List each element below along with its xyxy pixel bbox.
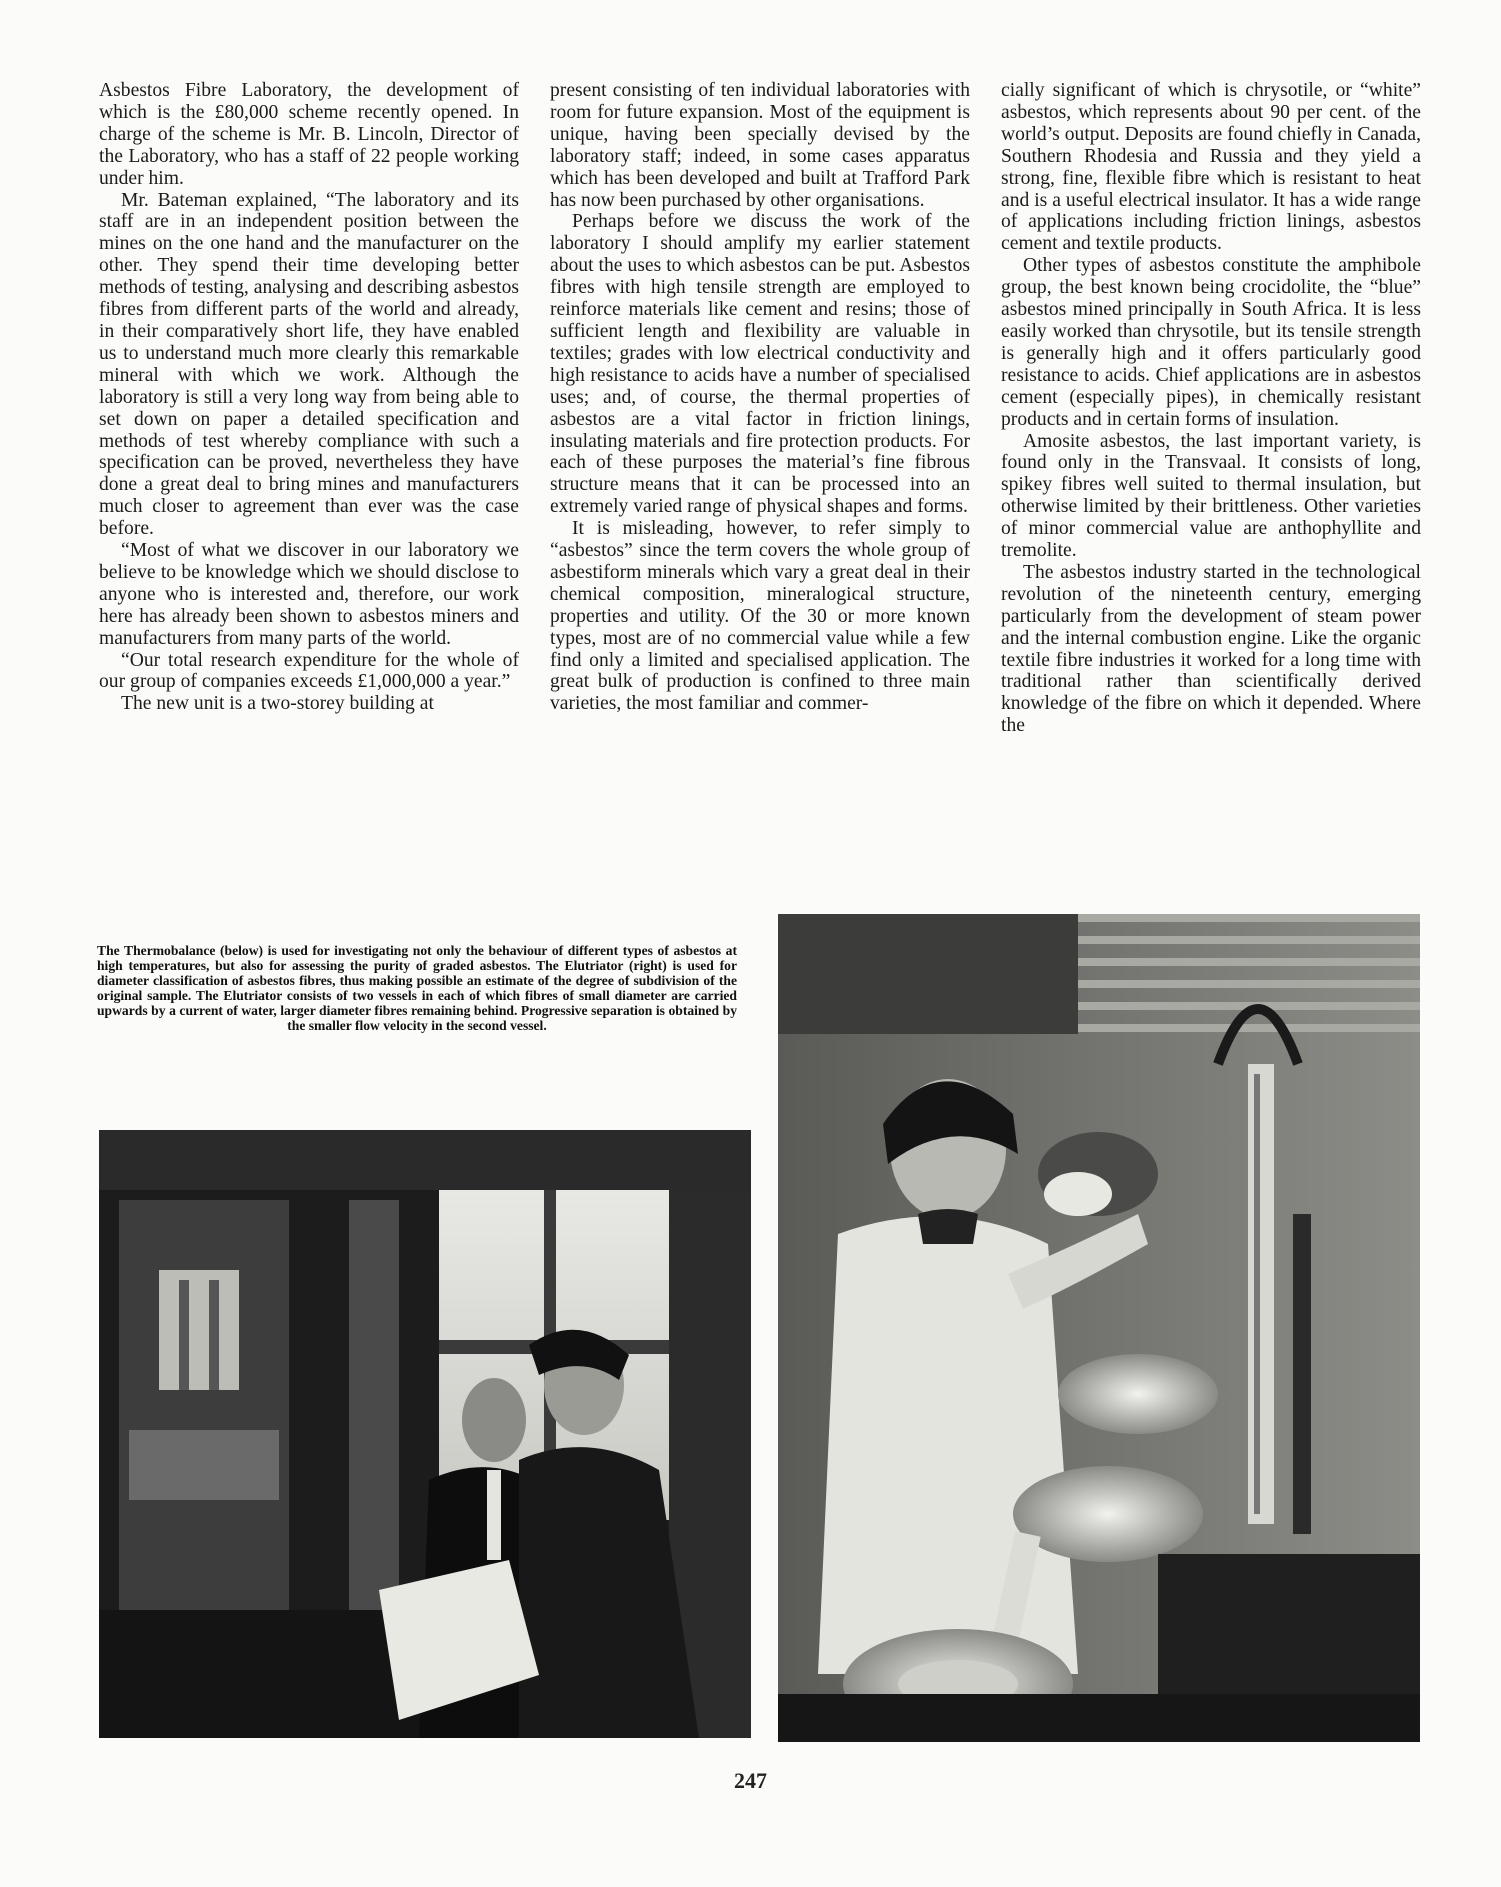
paragraph: Perhaps before we discuss the work of the laboratory I should amplify my earlier statement about the uses to which asbestos can be put. Asbestos fibres with high tensile strength are employed to reinforce materials like cement and resins; those of sufficient length and flexibility are valuable in textiles; grades with low electrical conductivity and high resistance to acids have a number of specialised uses; and, of course, the thermal properties of asbestos are a vital factor in friction linings, insulating materials and fire protection products. For each of these purposes the material’s fine fibrous structure means that it can be processed into an extremely varied range of physical shapes and forms.	[550, 211, 970, 518]
paragraph: The asbestos industry started in the technological revolution of the nineteenth century, emerging particularly from the development of steam power and the internal combustion engine. Like the organic textile fibre industries it worked for a long time with traditional rather than scientifically derived knowledge of the fibre on which it depended. Where the	[1001, 561, 1421, 737]
paragraph: present consisting of ten individual laboratories with room for future expansion. Most of the equipment is unique, having been specially devised by the laboratory staff; indeed, in some cases apparatus which has been developed and built at Trafford Park has now been purchased by other organisations.	[550, 80, 970, 211]
paragraph: cially significant of which is chrysotile, or “white” asbestos, which represents about 90 per cent. of the world’s output. Deposits are found chiefly in Canada, Southern Rhodesia and Russia and they yield a strong, fine, flexible fibre which is resistant to heat and is a useful electrical insulator. It has a wide range of applications including friction linings, asbestos cement and textile products.	[1001, 80, 1421, 255]
paragraph: Mr. Bateman explained, “The laboratory and its staff are in an independent position between the mines on the one hand and the manufacturer on the other. They spend their time developing better methods of testing, analysing and describing asbestos fibres from different parts of the world and already, in their comparatively short life, they have enabled us to understand much more clearly this remarkable mineral with which we work. Although the laboratory is still a very long way from being able to set down on paper a detailed specification and methods of test whereby compliance with such a specification can be proved, nevertheless they have done a great deal to bring mines and manufacturers much closer to agreement than ever was the case before.	[99, 189, 519, 540]
page-number: 247	[734, 1768, 767, 1793]
paragraph: Amosite asbestos, the last important variety, is found only in the Transvaal. It consists of long, spikey fibres well suited to thermal insulation, but otherwise limited by their brittleness. Other varieties of minor commercial value are anthophyllite and tremolite.	[1001, 430, 1421, 562]
paragraph: Asbestos Fibre Laboratory, the development of which is the £80,000 scheme recently opened. In charge of the scheme is Mr. B. Lincoln, Director of the Laboratory, who has a staff of 22 people working under him.	[99, 80, 519, 189]
photo-caption: The Thermobalance (below) is used for investigating not only the behaviour of different types of asbestos at high temperatures, but also for assessing the purity of graded asbestos. The Elutriator (right) is used for diameter classification of asbestos fibres, thus making possible an estimate of the degree of subdivision of the original sample. The Elutriator consists of two vessels in each of which fibres of small diameter are carried upwards by a current of water, larger diameter fibres remaining behind. Progressive separation is obtained by the smaller flow velocity in the second vessel.	[97, 943, 737, 1033]
paragraph: “Our total research expenditure for the whole of our group of companies exceeds £1,000,000 a year.”	[99, 649, 519, 693]
paragraph: “Most of what we discover in our laboratory we believe to be knowledge which we should disclose to anyone who is interested and, therefore, our work here has already been shown to asbestos miners and manufacturers from many parts of the world.	[99, 540, 519, 649]
elutriator-photo	[778, 914, 1420, 1742]
paragraph: The new unit is a two-storey building at	[121, 693, 434, 715]
article-column-2	[550, 80, 970, 715]
thermobalance-photo	[99, 1130, 751, 1738]
article-column-1	[99, 80, 519, 715]
paragraph: Other types of asbestos constitute the amphibole group, the best known being crocidolite, the “blue” asbestos mined principally in South Africa. It is less easily worked than chrysotile, but its tensile strength is generally high and it offers particularly good resistance to acids. Chief applications are in asbestos cement (especially pipes), in chemically resistant products and in certain forms of insulation.	[1001, 255, 1421, 430]
article-column-3	[1001, 80, 1421, 737]
paragraph: It is misleading, however, to refer simply to “asbestos” since the term covers the whole group of asbestiform minerals which vary a great deal in their chemical composition, mineralogical structure, properties and utility. Of the 30 or more known types, most are of no commercial value while a few find only a limited and specialised application. The great bulk of production is confined to three main varieties, the most familiar and commer-	[550, 518, 970, 715]
